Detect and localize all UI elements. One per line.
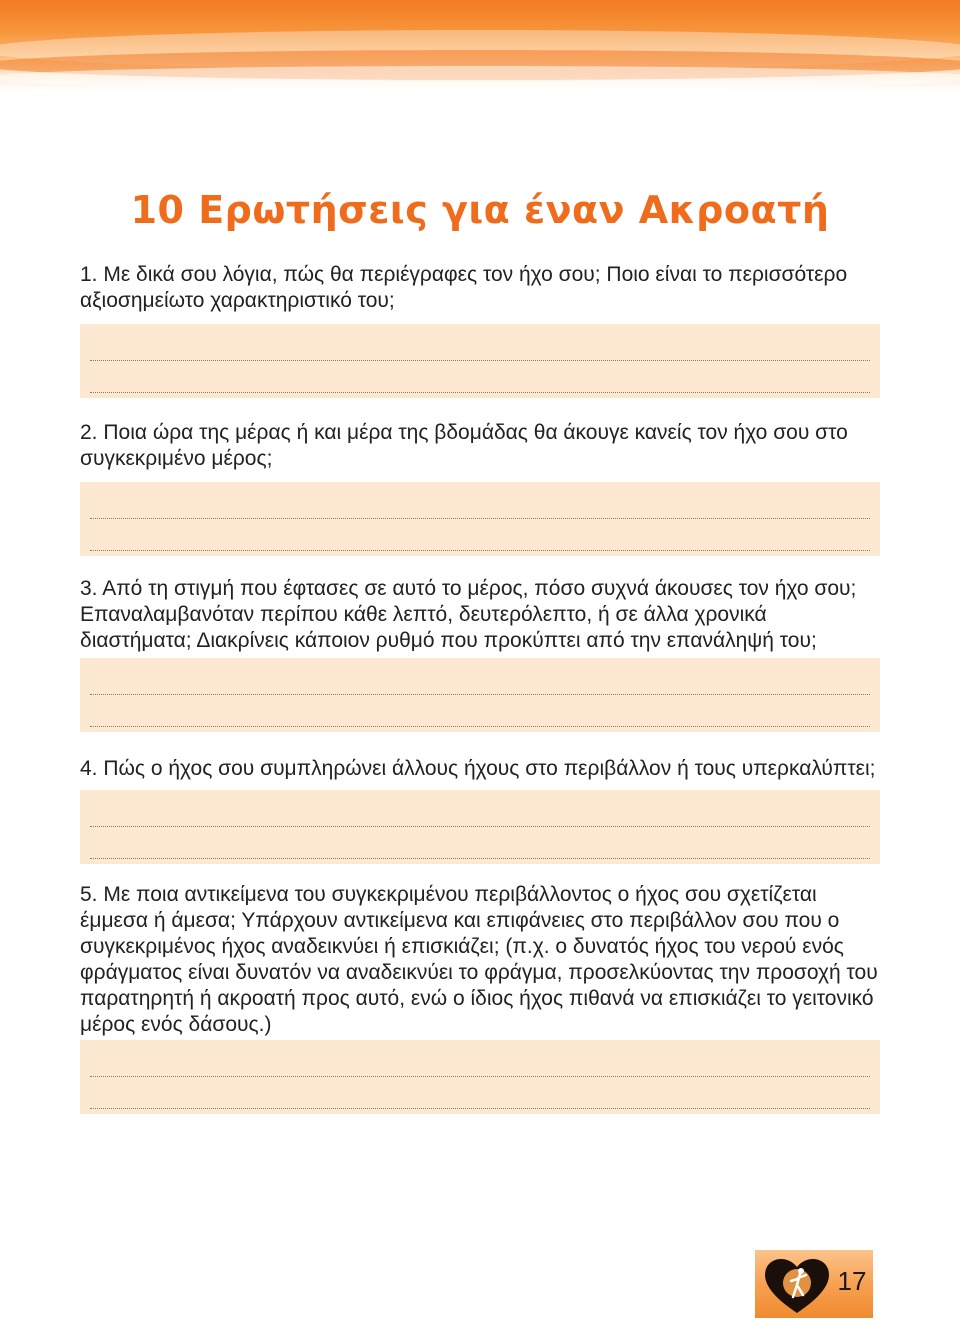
answer-line <box>90 858 870 859</box>
answer-line <box>90 694 870 695</box>
answer-field-2[interactable] <box>80 482 880 556</box>
top-banner <box>0 0 960 90</box>
question-2: 2. Ποια ώρα της μέρας ή και μέρα της βδομάδας θα άκουγε κανείς τον ήχο σου στο συγκεκριμένο μέρος; <box>80 421 848 470</box>
answer-field-1[interactable] <box>80 324 880 398</box>
heart-listener-icon <box>760 1253 834 1317</box>
answer-line <box>90 550 870 551</box>
question-3: 3. Από τη στιγμή που έφτασες σε αυτό το μέρος, πόσο συχνά άκουσες τον ήχο σου; Επαναλαμβανόταν περίπου κάθε λεπτό, δευτερόλεπτο, ή σε άλλα χρονικά διαστήματα; Διακρίνεις κάποιον ρυθμό που προκύπτει από την επανάληψή του; <box>80 577 857 652</box>
answer-line <box>90 1076 870 1077</box>
answer-field-3[interactable] <box>80 658 880 732</box>
answer-field-5[interactable] <box>80 1040 880 1114</box>
page-title: 10 Ερωτήσεις για έναν Ακροατή <box>130 188 830 232</box>
question-4: 4. Πώς ο ήχος σου συμπληρώνει άλλους ήχους στο περιβάλλον ή τους υπερκαλύπτει; <box>80 757 876 780</box>
answer-line <box>90 518 870 519</box>
answer-field-4[interactable] <box>80 790 880 864</box>
answer-line <box>90 826 870 827</box>
answer-line <box>90 360 870 361</box>
answer-line <box>90 1108 870 1109</box>
answer-line <box>90 726 870 727</box>
page-number: 17 <box>837 1266 867 1296</box>
question-5: 5. Με ποια αντικείμενα του συγκεκριμένου περιβάλλοντος ο ήχος σου σχετίζεται έμμεσα ή άμεσα; Υπάρχουν αντικείμενα και επιφάνειες στο περιβάλλον σου που ο συγκεκριμένος ήχος αναδεικνύει ή επισκιάζει; (π.χ. ο δυνατός ήχος του νερού ενός φράγματος είναι δυνατόν να αναδεικνύει το φράγμα, προσελκύοντας την προσοχή του παρατηρητή ή ακροατή προς αυτό, ενώ ο ίδιος ήχος πιθανά να επισκιάζει το γειτονικό μέρος ενός δάσους.) <box>80 883 878 1036</box>
question-1: 1. Με δικά σου λόγια, πώς θα περιέγραφες τον ήχο σου; Ποιο είναι το περισσότερο αξιοσημείωτο χαρακτηριστικό του; <box>80 263 848 312</box>
banner-wave <box>0 66 960 90</box>
answer-line <box>90 392 870 393</box>
